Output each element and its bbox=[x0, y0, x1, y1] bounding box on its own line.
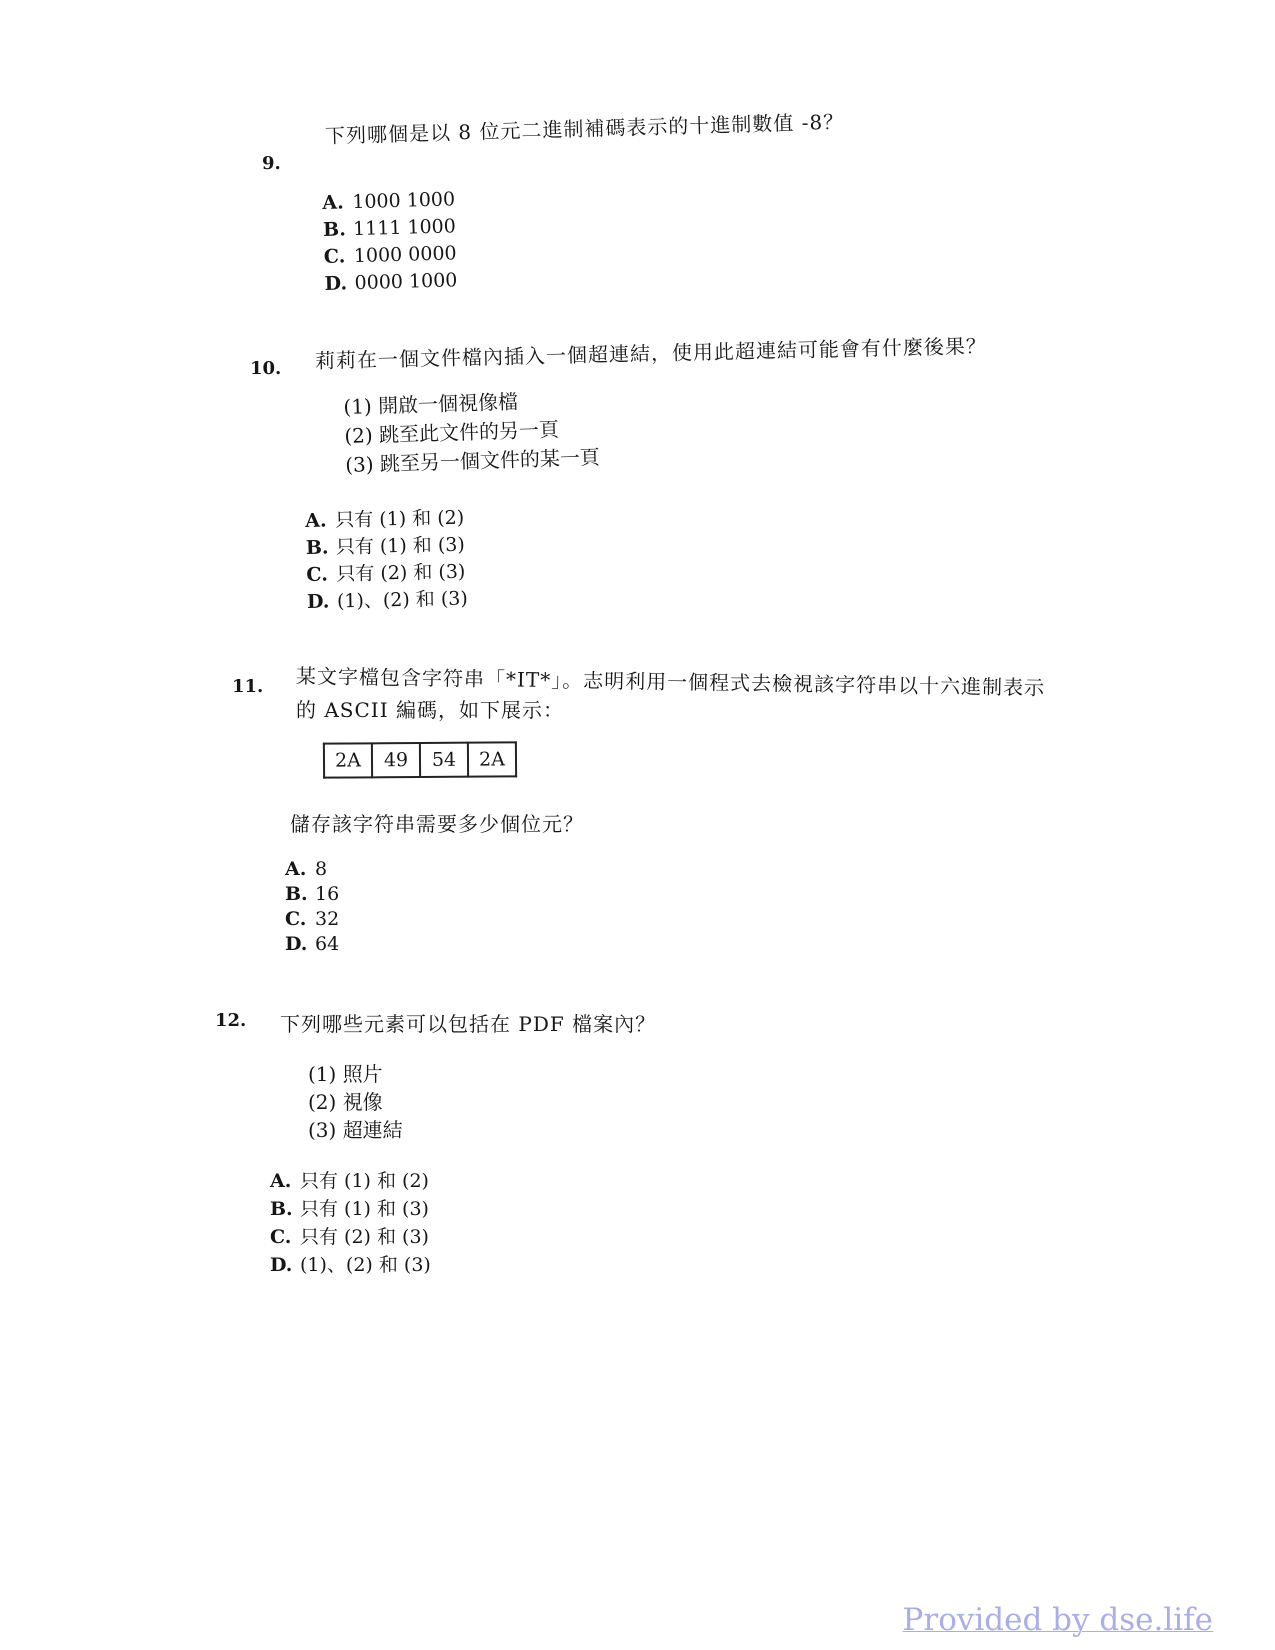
question-number: 9. bbox=[262, 153, 281, 174]
option-c: C. 32 bbox=[285, 908, 340, 930]
option-b: B. 16 bbox=[285, 883, 340, 905]
hex-cell: 49 bbox=[372, 743, 420, 777]
question-text-line-2: 的 ASCII 編碼，如下展示： bbox=[296, 698, 564, 722]
options-list bbox=[285, 857, 339, 957]
statement-1: (1) 照片 bbox=[308, 1062, 383, 1086]
statements-list bbox=[308, 1060, 403, 1144]
option-c: C. 只有 (2) 和 (3) bbox=[306, 560, 466, 586]
hex-cell: 2A bbox=[468, 742, 516, 776]
statement-1: (1) 開啟一個視像檔 bbox=[343, 389, 519, 419]
option-b: B. 只有 (1) 和 (3) bbox=[270, 1198, 429, 1220]
option-d: D. 64 bbox=[285, 933, 340, 955]
option-c: C. 只有 (2) 和 (3) bbox=[270, 1226, 429, 1248]
option-b: B. 只有 (1) 和 (3) bbox=[305, 533, 465, 559]
options-list bbox=[270, 1167, 431, 1279]
question-number: 12. bbox=[215, 1010, 247, 1031]
option-d: D. (1)、(2) 和 (3) bbox=[306, 587, 468, 613]
option-d: D. (1)、(2) 和 (3) bbox=[270, 1254, 431, 1276]
option-a: A. 只有 (1) 和 (2) bbox=[270, 1170, 429, 1192]
option-a: A. 8 bbox=[285, 858, 328, 880]
hex-cell: 54 bbox=[420, 743, 468, 777]
statement-3: (3) 超連結 bbox=[308, 1118, 403, 1142]
options-list bbox=[305, 505, 468, 616]
statement-2: (2) 跳至此文件的另一頁 bbox=[343, 417, 560, 448]
option-a: A. 只有 (1) 和 (2) bbox=[305, 506, 465, 532]
statement-2: (2) 視像 bbox=[308, 1090, 383, 1114]
sub-question-text: 儲存該字符串需要多少個位元？ bbox=[290, 812, 584, 836]
footer-watermark: Provided by dse.life bbox=[902, 1602, 1213, 1638]
statement-3: (3) 跳至另一個文件的某一頁 bbox=[344, 444, 601, 477]
question-number: 11. bbox=[232, 676, 264, 697]
option-b: B. 1111 1000 bbox=[322, 215, 457, 241]
question-text: 下列哪些元素可以包括在 PDF 檔案內？ bbox=[280, 1012, 657, 1036]
statements-list bbox=[343, 385, 600, 480]
hex-cell: 2A bbox=[324, 743, 372, 777]
options-list bbox=[322, 186, 458, 298]
option-d: D. 0000 1000 bbox=[324, 269, 458, 295]
question-text: 莉莉在一個文件檔內插入一個超連結，使用此超連結可能會有什麼後果？ bbox=[314, 333, 988, 373]
question-number: 10. bbox=[250, 358, 282, 379]
question-text-line-1: 某文字檔包含字符串「*IT*」。志明利用一個程式去檢視該字符串以十六進制表示 bbox=[295, 664, 1046, 700]
question-text: 下列哪個是以 8 位元二進制補碼表示的十進制數值 -8？ bbox=[324, 109, 845, 148]
option-c: C. 1000 0000 bbox=[323, 242, 457, 268]
hex-row bbox=[324, 742, 516, 777]
ascii-hex-table bbox=[323, 741, 517, 778]
option-a: A. 1000 1000 bbox=[322, 188, 456, 214]
